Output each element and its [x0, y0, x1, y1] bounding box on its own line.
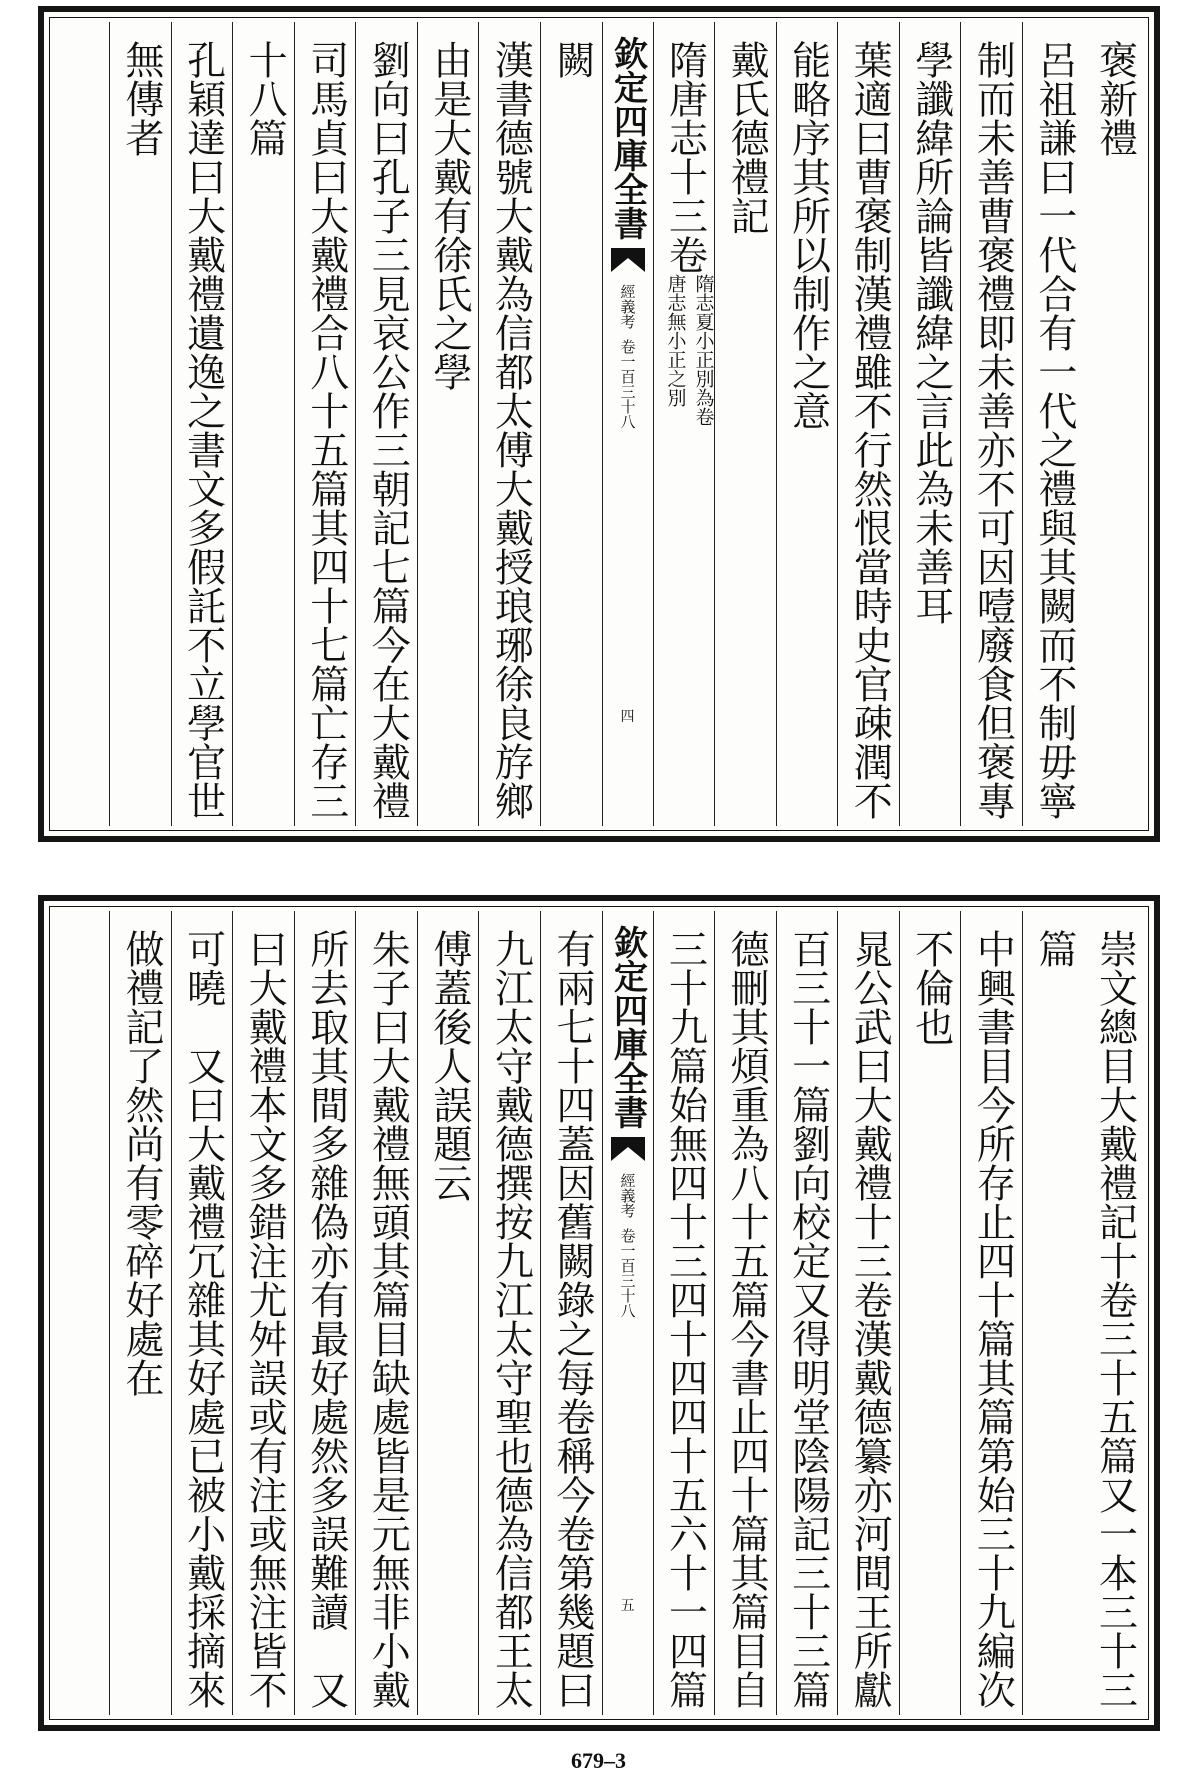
text-column: 篇	[1022, 911, 1084, 1715]
text-column: 晁公武曰大戴禮十三卷漢戴德纂亦河間王所獻	[837, 911, 899, 1715]
text-column: 德刪其煩重為八十五篇今書止四十篇其篇目自	[714, 911, 776, 1715]
fishtail-mark-icon	[609, 246, 647, 274]
text-column: 中興書目今所存止四十篇其篇第始三十九編次	[960, 911, 1022, 1715]
text-column: 孔穎達曰大戴禮遺逸之書文多假託不立學官世	[171, 22, 233, 826]
book-title: 欽定四庫全書	[607, 925, 648, 1129]
text-column: 所去取其間多雜偽亦有最好處然多誤難讀 又	[294, 911, 356, 1715]
text-column: 戴氏德禮記	[714, 22, 776, 826]
volume-label: 卷一百三十八	[618, 339, 637, 429]
text-column: 崇文總目大戴禮記十卷三十五篇又一本三十三	[1092, 929, 1138, 1709]
text-column: 九江太守戴德撰按九江太守聖也德為信都王太	[478, 911, 540, 1715]
text-column: 學讖緯所論皆讖緯之言此為未善耳	[899, 22, 961, 826]
text-column: 劉向曰孔子三見哀公作三朝記七篇今在大戴禮	[355, 22, 417, 826]
interlinear-note: 隋志夏小正別為卷 唐志無小正之別	[664, 274, 715, 426]
text-column: 曰大戴禮本文多錯注尤舛誤或有注或無注皆不	[232, 911, 294, 1715]
book-title: 欽定四庫全書	[607, 36, 648, 240]
text-column: 做禮記了然尚有零碎好處在	[109, 911, 171, 1715]
text-column: 司馬貞曰大戴禮合八十五篇其四十七篇亡存三	[294, 22, 356, 826]
text-column: 十八篇	[232, 22, 294, 826]
text-column: 有兩七十四蓋因舊闕錄之每卷稱今卷第幾題曰	[540, 911, 602, 1715]
text-column: 漢書德號大戴為信都太傅大戴授琅琊徐良斿鄉	[478, 22, 540, 826]
bottom-page-panel	[38, 895, 1160, 1731]
text-column: 褒新禮	[1092, 40, 1138, 157]
top-page-panel	[38, 6, 1160, 842]
text-column: 朱子曰大戴禮無頭其篇目缺處皆是元無非小戴	[355, 911, 417, 1715]
text-column: 葉適曰曹褒制漢禮雖不行然恨當時史官疎潤不	[837, 22, 899, 826]
text-column: 三十九篇始無四十三四十四四十五六十一四篇	[653, 911, 715, 1715]
entry-text: 隋唐志十三卷	[662, 40, 708, 274]
text-column: 不倫也	[899, 911, 961, 1715]
text-column: 可曉 又曰大戴禮冗雜其好處已被小戴採摘來	[171, 911, 233, 1715]
text-column: 由是大戴有徐氏之學	[417, 22, 479, 826]
bottom-columns	[109, 911, 1144, 1715]
text-column: 呂祖謙曰一代合有一代之禮與其闕而不制毋寧	[1022, 22, 1084, 826]
text-column: 無傳者	[109, 22, 171, 826]
volume-label: 卷一百三十八	[618, 1228, 637, 1318]
text-column: 能略序其所以制作之意	[776, 22, 838, 826]
text-column-with-note	[653, 22, 715, 826]
fishtail-mark-icon	[609, 1135, 647, 1163]
center-band	[602, 911, 653, 1715]
text-column: 闕	[540, 22, 602, 826]
text-column: 制而未善曹褒禮即未善亦不可因噎廢食但褒專	[960, 22, 1022, 826]
book-subtitle: 經義考	[618, 1173, 637, 1218]
center-band	[602, 22, 653, 826]
text-column: 傅蓋後人誤題云	[417, 911, 479, 1715]
book-subtitle: 經義考	[618, 284, 637, 329]
folio-number: 四	[620, 709, 635, 725]
top-columns	[109, 22, 1144, 826]
folio-number: 五	[620, 1598, 635, 1614]
text-column: 百三十一篇劉向校定又得明堂陰陽記三十三篇	[776, 911, 838, 1715]
page-number: 679–3	[571, 1748, 626, 1773]
